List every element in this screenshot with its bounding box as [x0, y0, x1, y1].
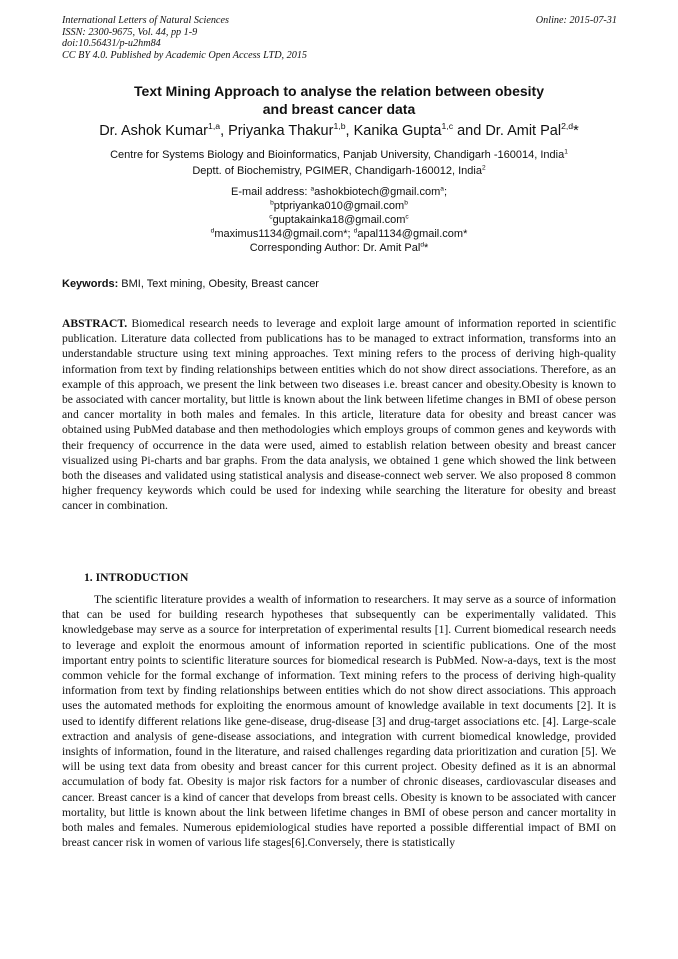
author-separator: and: [453, 123, 486, 139]
email-block: [62, 185, 616, 255]
introduction-paragraph: The scientific literature provides a wealth of information to researchers. It may serve as a source of information that can be used for building research hypotheses that subsequently can be experimentally validated. This knowledgebase may serve as a source for interpretation of experimental results [1]. Current biomedical research needs to leverage and exploit the enormous amount of information reported in scientific publications. One of the most important entry points to scientific literature sources for biomedical research is PubMed. Now-a-days, text is the most common vehicle for the formal exchange of information. Text mining refers to the process of deriving high-quality information from text by finding relationships between entities which do not show direct associations. This approach uses the automated methods for exploiting the enormous amount of knowledge available in text documents [2]. It is used to identify different relations like gene-disease, drug-disease [3] and drug-target associations etc. [4]. Large-scale extraction and analysis of gene-disease associations, and integration with current biomedical knowledge, provided insights of information, found in the literature, and raised challenges regarding data prioritization and curation [5]. We will be using text data from obesity and breast cancer for this current project. Obesity defined as it is an abnormal accumulation of body fat. Obesity is major risk factors for a number of chronic diseases, cardiovascular diseases and cancer. Breast cancer is a kind of cancer that develops from breast cells. Obesity is known to be associated with cancer mortality, but little is known about the link between lifetime changes in BMI of obese person and cancer mortality in both males and females. Numerous epidemiological studies have reported a possible differential impact of BMI on breast cancer risk in women of various life stages[6].Conversely, there is statistically: [62, 593, 616, 850]
online-date: Online: 2015-07-31: [535, 15, 617, 26]
abstract-label: ABSTRACT.: [62, 317, 128, 330]
email-line: [62, 213, 616, 227]
email-mark: c: [405, 213, 409, 221]
email-mark: a: [440, 185, 444, 193]
keywords: [62, 277, 616, 291]
affiliation-mark: 2: [481, 163, 486, 171]
affiliations: [62, 148, 616, 179]
email-address: apal1134@gmail.com*: [357, 228, 468, 240]
email-mark: d: [420, 241, 424, 249]
email-address: ashokbiotech@gmail.com: [314, 186, 441, 198]
abstract-text: Biomedical research needs to leverage and exploit large amount of information reported in scientific publication. Literature data collected from publications has to be managed to extract information, transforms into an understandable structure using text mining approaches. Text mining refers to the process of deriving high-quality information from text by finding relationships between entities which do not show direct associations. Therefore, as an example of this approach, we present the link between two diseases i.e. breast cancer and obesity.Obesity is known to be associated with cancer mortality, but little is known about the link between lifetime changes in BMI of obese person and cancer mortality in both males and females. In this article, literature data for obesity and breast cancer was obtained using PubMed database and then methodologies which employs groups of common genes and keywords with their frequency of occurrence in the data were used, aimed to establish relation between obesity and breast cancer visualized using Pi-charts and bar graphs. From the data analysis, we obtained 1 gene which showed the link between both the diseases and validated using statistical analysis and disease-connect web server. We also proposed 8 common higher frequency keywords which could be used for indexing while searching the literature for obesity and breast cancer in combination.: [62, 317, 616, 513]
issn-line: ISSN: 2300-9675, Vol. 44, pp 1-9: [62, 26, 198, 38]
email-line: [62, 199, 616, 213]
author-separator: ,: [345, 123, 354, 139]
keywords-label: Keywords:: [62, 278, 119, 290]
email-mark: d: [210, 227, 215, 235]
doi-line: doi:10.56431/p-u2hm84: [62, 38, 161, 50]
email-line: [62, 185, 616, 199]
affiliation-line: [62, 148, 616, 164]
keywords-text: BMI, Text mining, Obesity, Breast cancer: [118, 278, 319, 290]
journal-name: International Letters of Natural Sciences: [62, 15, 229, 26]
author-separator: ,: [220, 123, 229, 139]
title-line-2: and breast cancer data: [262, 101, 416, 117]
email-separator: ;: [443, 186, 447, 198]
email-address: ptpriyanka010@gmail.com: [273, 200, 405, 212]
email-address: guptakainka18@gmail.com: [272, 214, 406, 226]
abstract: [62, 316, 616, 514]
author-affiliation-mark: 1,b: [333, 121, 346, 132]
email-address: maximus1134@gmail.com*;: [214, 228, 354, 240]
title-line-1: Text Mining Approach to analyse the relation between obesity: [134, 83, 544, 99]
author-list: [62, 121, 616, 141]
corresponding-author: [62, 241, 616, 255]
corresponding-author-star: *: [423, 242, 429, 254]
paper-title: [62, 82, 616, 118]
email-mark: b: [270, 199, 274, 207]
email-mark: c: [269, 213, 273, 221]
affiliation-mark: 1: [564, 148, 568, 156]
author-separator: *: [573, 123, 579, 139]
email-line: [62, 227, 616, 241]
license-line: CC BY 4.0. Published by Academic Open Access LTD, 2015: [62, 49, 308, 61]
author-name: Priyanka Thakur: [228, 123, 334, 139]
email-mark: d: [353, 227, 358, 235]
corresponding-author-label: Corresponding Author: Dr. Amit Pal: [249, 242, 421, 254]
email-label: E-mail address:: [230, 186, 311, 198]
author-name: Dr. Amit Pal: [485, 123, 562, 139]
author-affiliation-mark: 2,d: [561, 121, 574, 132]
author-affiliation-mark: 1,a: [208, 121, 221, 132]
section-heading-introduction: 1. INTRODUCTION: [84, 571, 189, 584]
email-mark: b: [404, 199, 408, 207]
email-mark: a: [310, 185, 315, 193]
affiliation-text: Deptt. of Biochemistry, PGIMER, Chandigarh-160012, India: [192, 164, 482, 177]
affiliation-text: Centre for Systems Biology and Bioinformatics, Panjab University, Chandigarh -160014, India: [110, 149, 565, 161]
author-name: Dr. Ashok Kumar: [99, 123, 208, 139]
affiliation-line: [62, 164, 616, 180]
journal-header: [62, 15, 617, 61]
author-name: Kanika Gupta: [353, 123, 442, 139]
author-affiliation-mark: 1,c: [441, 121, 454, 132]
